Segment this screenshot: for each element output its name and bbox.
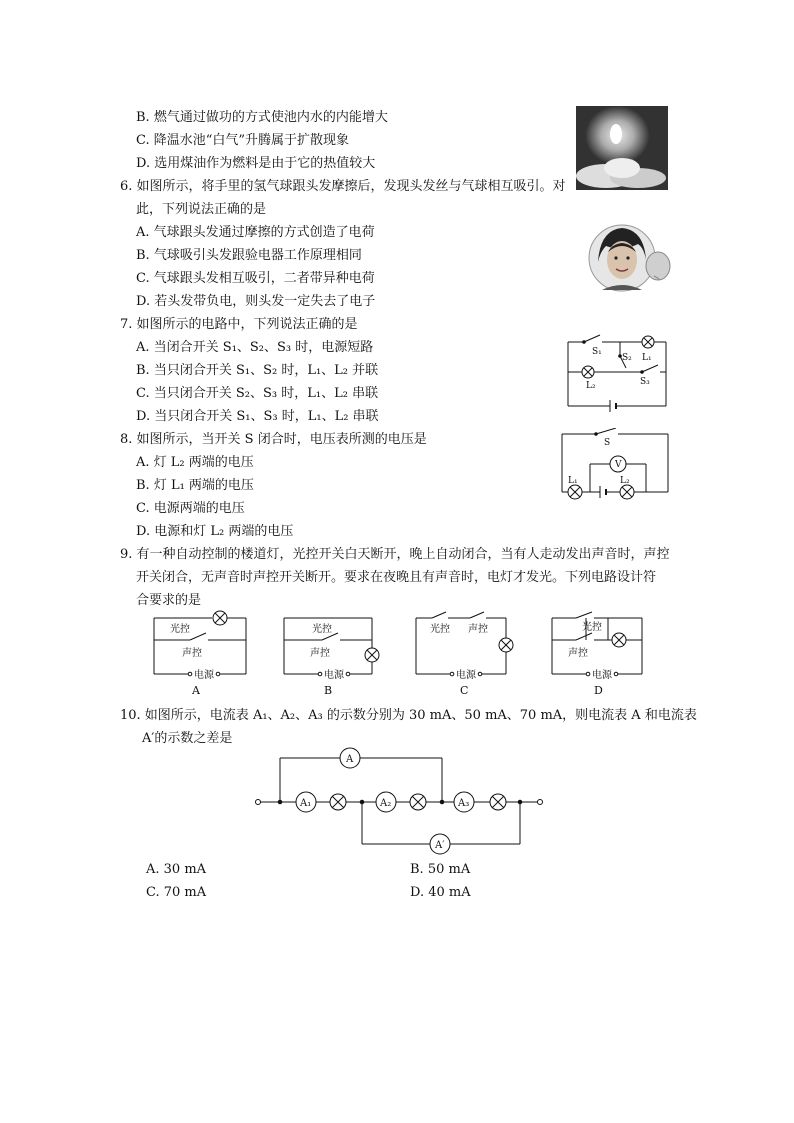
q9-a-sound-label: 声控 [182,648,202,659]
q5-option-c: C. 降温水池“白气”升腾属于扩散现象 [136,133,350,148]
q9-c-light-label: 光控 [430,624,450,635]
q8-stem: 8. 如图所示，当开关 S 闭合时，电压表所测的电压是 [120,432,427,447]
q9-b-power-label: 电源 [324,670,344,681]
girl-balloon-photo [588,222,672,292]
q9-stem-line2: 开关闭合，无声音时声控开关断开。要求在夜晚且有声音时，电灯才发光。下列电路设计符 [136,570,657,585]
q9-stem-line3: 合要求的是 [136,593,202,608]
q9-a-light-label: 光控 [170,624,190,635]
q9-stem-line1: 9. 有一种自动控制的楼道灯，光控开关白天断开，晚上自动闭合，当有人走动发出声音时，声控 [120,547,670,562]
q5-option-d: D. 选用煤油作为燃料是由于它的热值较大 [136,156,376,171]
q6-option-d: D. 若头发带负电，则头发一定失去了电子 [136,294,376,309]
q7-option-b: B. 当只闭合开关 S₁、S₂ 时，L₁、L₂ 并联 [136,363,379,378]
q6-stem-line2: 此，下列说法正确的是 [136,202,267,217]
q8-option-c: C. 电源两端的电压 [136,501,245,516]
q8-option-d: D. 电源和灯 L₂ 两端的电压 [136,524,294,539]
q10-ammeter-aprime-label: A′ [435,840,445,851]
q9-circuit-a [148,610,252,696]
q7-label-s1: S₁ [592,347,602,357]
q9-b-label: B [324,684,333,696]
q9-d-power-label: 电源 [592,670,612,681]
rocket-launch-photo [576,106,668,190]
q10-ammeter-a1-label: A₁ [300,798,312,809]
q10-ammeter-a-label: A [346,754,354,765]
q9-circuit-c [410,610,522,696]
q7-option-c: C. 当只闭合开关 S₂、S₃ 时，L₁、L₂ 串联 [136,386,379,401]
q6-option-b: B. 气球吸引头发跟验电器工作原理相同 [136,248,362,263]
q10-option-a: A. 30 mA [146,862,207,877]
q9-d-sound-label: 声控 [568,648,588,659]
q9-b-light-label: 光控 [312,624,332,635]
q9-circuit-d [546,610,650,696]
q5-option-b: B. 燃气通过做功的方式使池内水的内能增大 [136,110,388,125]
q10-ammeter-a3-label: A₃ [458,798,470,809]
q9-b-sound-label: 声控 [310,648,330,659]
q10-option-d: D. 40 mA [410,885,471,900]
q7-label-s3: S₃ [640,377,650,387]
q6-option-a: A. 气球跟头发通过摩擦的方式创造了电荷 [136,225,375,240]
q9-c-power-label: 电源 [456,670,476,681]
q10-ammeter-a2-label: A₂ [380,798,392,809]
q10-circuit-diagram [250,744,550,862]
q8-option-b: B. 灯 L₁ 两端的电压 [136,478,254,493]
q9-c-label: C [460,684,469,696]
q9-c-sound-label: 声控 [468,624,488,635]
q7-label-s2: S₂ [622,353,632,363]
q9-circuit-b [278,610,382,696]
q10-option-b: B. 50 mA [410,862,471,877]
q9-a-power-label: 电源 [194,670,214,681]
q7-option-a: A. 当闭合开关 S₁、S₂、S₃ 时，电源短路 [136,340,374,355]
q7-label-l1: L₁ [642,353,652,363]
q8-label-s: S [604,438,611,448]
q6-option-c: C. 气球跟头发相互吸引，二者带异种电荷 [136,271,375,286]
q7-circuit-diagram [562,332,672,414]
q9-d-light-label: 光控 [582,622,602,633]
q9-d-label: D [594,684,603,696]
q10-option-c: C. 70 mA [146,885,207,900]
q8-circuit-diagram [556,428,674,508]
q8-label-l2: L₂ [620,476,630,486]
q7-label-l2: L₂ [586,381,596,391]
q7-stem: 7. 如图所示的电路中，下列说法正确的是 [120,317,358,332]
q10-stem-line1: 10. 如图所示，电流表 A₁、A₂、A₃ 的示数分别为 30 mA、50 mA、70 mA，则电流表 A 和电流表 [120,708,697,723]
q8-voltmeter-label: V [615,460,622,470]
q7-option-d: D. 当只闭合开关 S₁、S₃ 时，L₁、L₂ 串联 [136,409,379,424]
q6-stem-line1: 6. 如图所示，将手里的氢气球跟头发摩擦后，发现头发丝与气球相互吸引。对 [120,179,566,194]
q9-a-label: A [192,684,200,696]
q8-label-l1: L₁ [568,476,578,486]
q8-option-a: A. 灯 L₂ 两端的电压 [136,455,254,470]
q10-stem-line2: A′的示数之差是 [142,731,233,746]
